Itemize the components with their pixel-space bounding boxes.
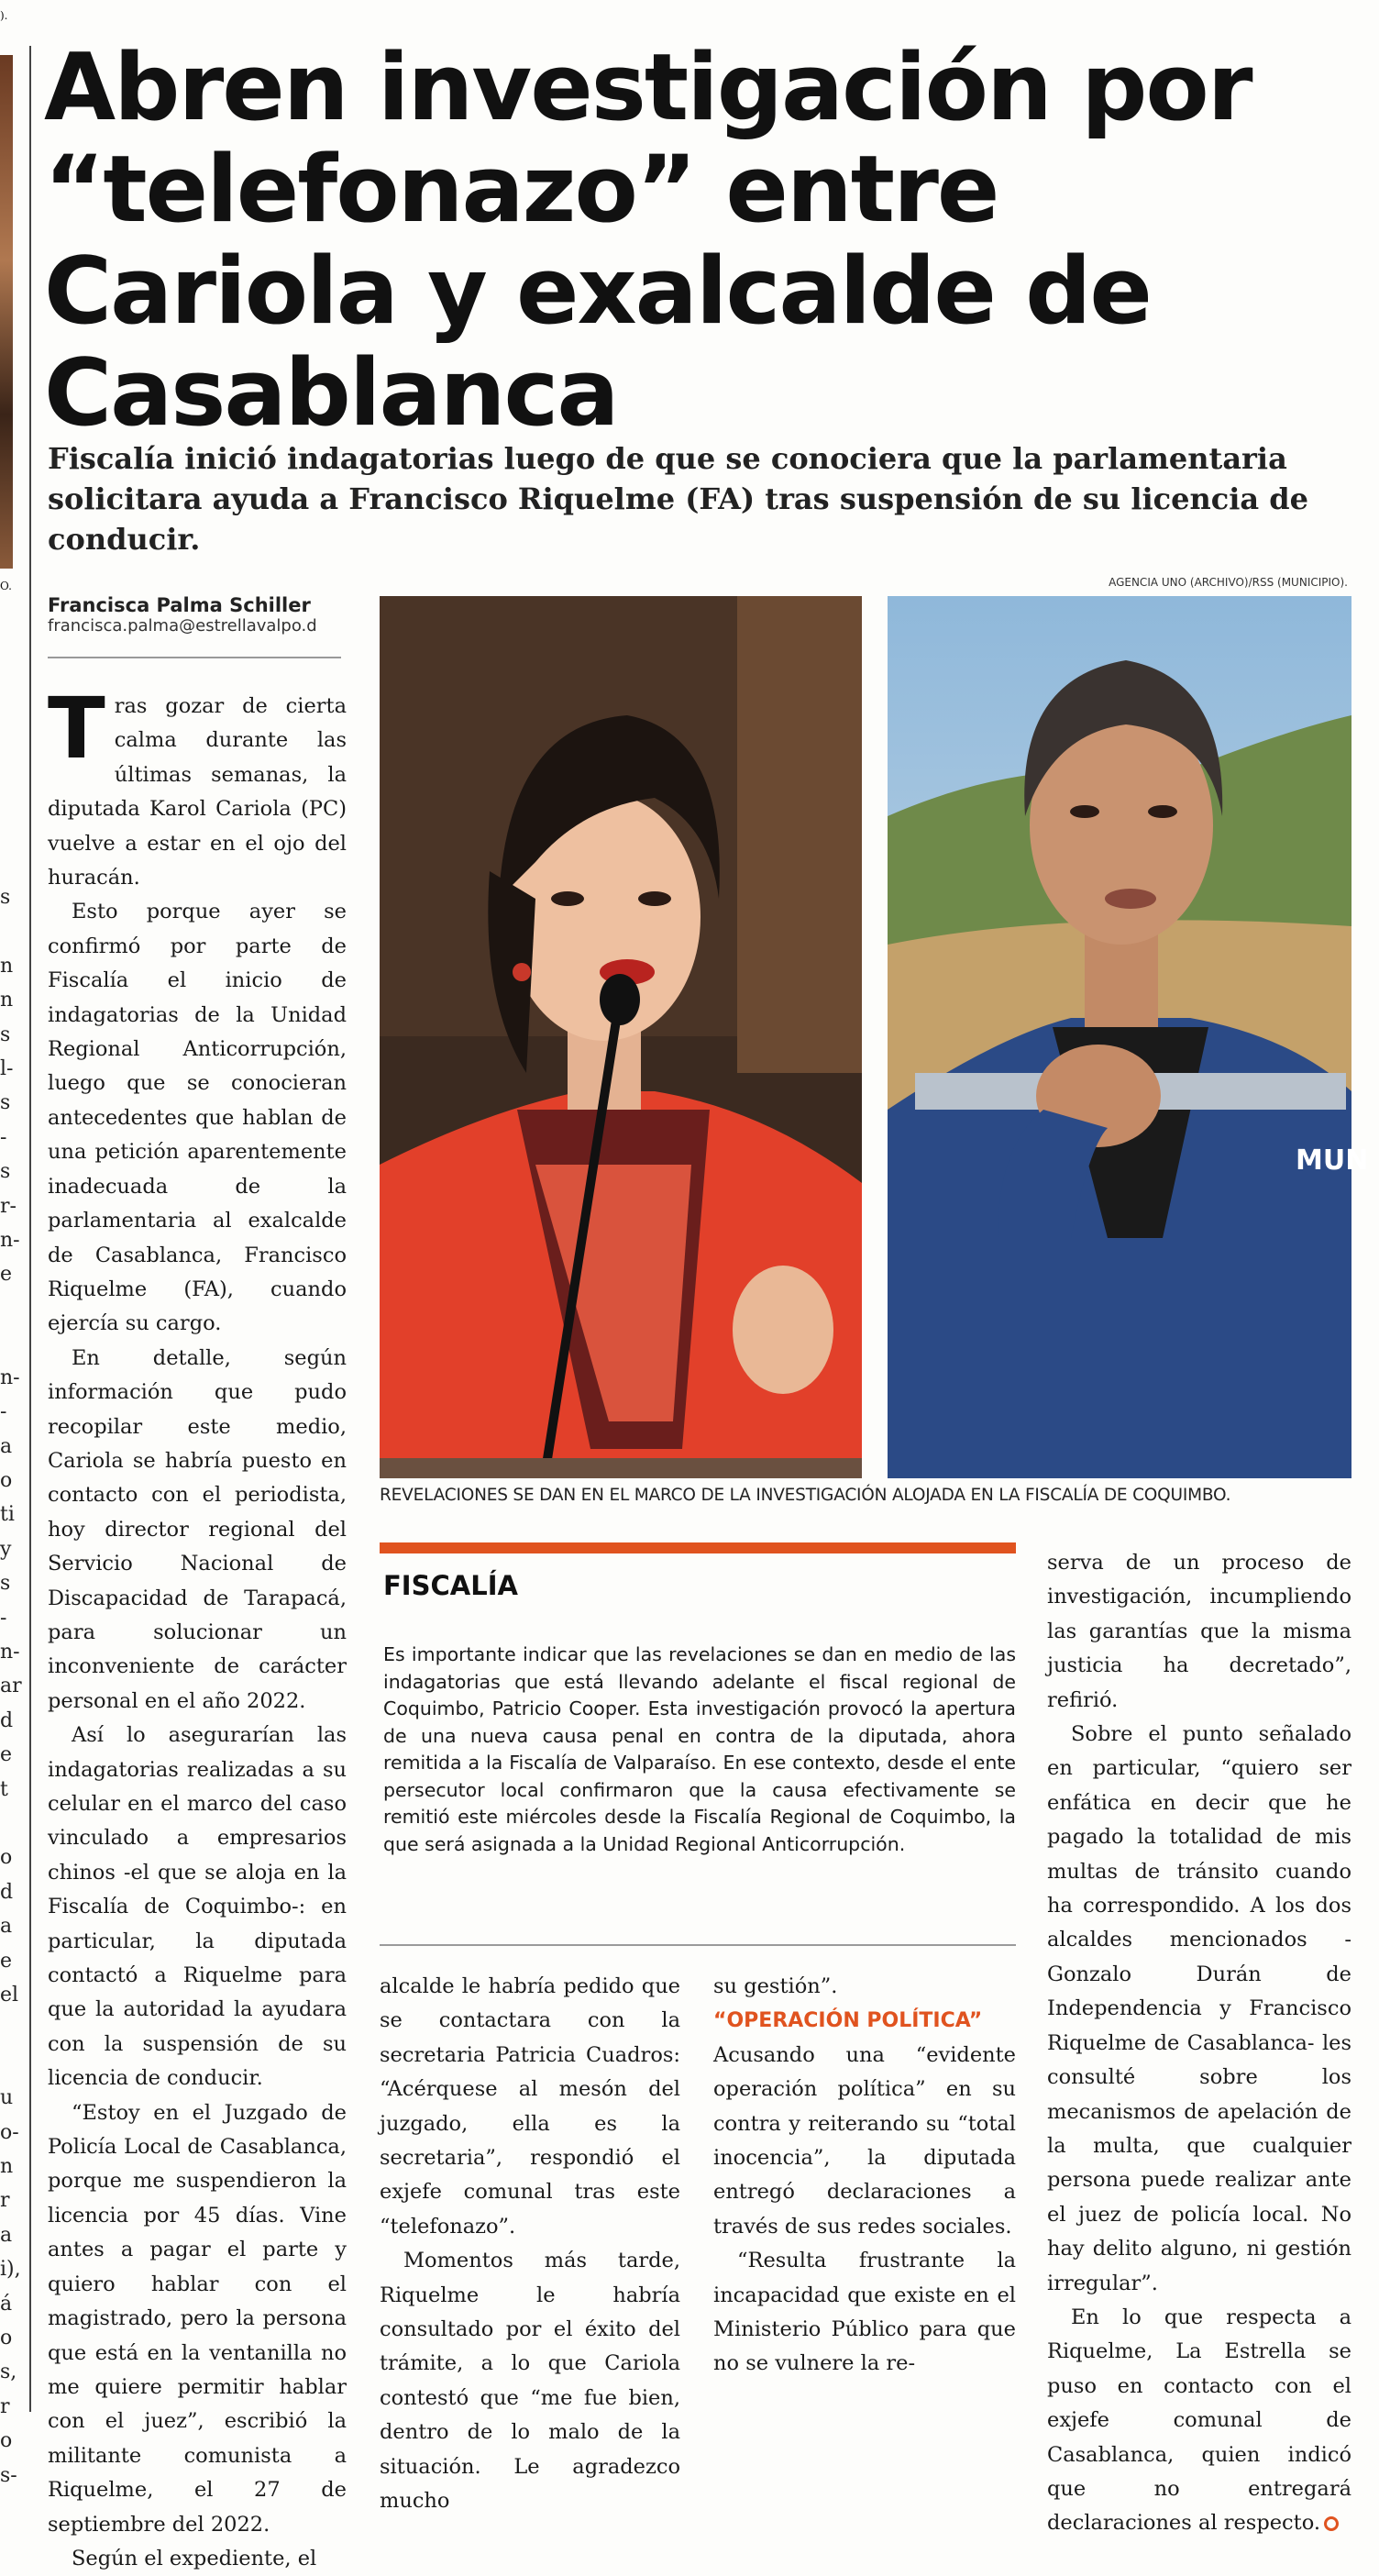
sliver-photo [0, 55, 13, 569]
box-accent-bar [380, 1542, 1016, 1553]
photo-credit: AGENCIA UNO (ARCHIVO)/RSS (MUNICIPIO). [1109, 576, 1348, 589]
paragraph: Así lo asegurarían las indagatorias realizadas a su celular en el marco del caso vinculado a empresarios chinos -el que se aloja en la Fiscalía de Coquimbo-: en particular, la diputada contactó a Riquelme para que la autoridad la ayudara con la suspensión de su licencia de conducir. [48, 1723, 347, 2091]
paragraph: En lo que respecta a Riquelme, La Estrella se puso en contacto con el exjefe comunal de Casablanca, quien indicó que no entregará declaraciones al respecto. [1047, 2305, 1351, 2536]
box-divider [380, 1944, 1016, 1946]
paragraph: “Estoy en el Juzgado de Policía Local de Casablanca, porque me suspendieron la licencia por 45 días. Vine antes a pagar el parte y quiero hablar con el magistrado, pero la persona que está en la ventanilla no me quiere permitir hablar con el juez”, escribió la militante comunista a Riquelme, el 27 de septiembre del 2022. [48, 2100, 347, 2537]
paragraph: En detalle, según información que pudo recopilar este medio, Cariola se habría puesto en contacto con el periodista, hoy director regional del Servicio Nacional de Discapacidad de Tarapacá, para solucionar un inconveniente de carácter personal en el año 2022. [48, 1345, 347, 1713]
paragraph: Esto porque ayer se confirmó por parte de Fiscalía el inicio de indagatorias de la Unidad Regional Anticorrupción, luego que se conocieran antecedentes que hablan de una petición aparentemente inadecuada de la parlamentaria al exalcalde de Casablanca, Francisco Riquelme (FA), cuando ejercía su cargo. [48, 900, 347, 1336]
previous-page-sliver [0, 0, 22, 2487]
paragraph: Tras gozar de cierta calma durante las últimas semanas, la diputada Karol Cariola (PC) vuelve a estar en el ojo del huracán. [48, 680, 347, 890]
sliver-caption-mark: ). [0, 9, 8, 22]
column-3 [713, 1970, 1016, 2382]
box-text: Es importante indicar que las revelaciones se dan en medio de las indagatorias que está llevando adelante el fiscal regional de Coquimbo, Patricio Cooper. Esta investigación provocó la apertura de una nueva causa penal en contra de la diputada, ahora remitida a la Fiscalía de Valparaíso. En ese contexto, desde el ente persecutor local confirmaron que la causa efectivamente se remitió este miércoles desde la Fiscalía Regional de Coquimbo, la que será asignada a la Unidad Regional Anticorrupción. [383, 1643, 1016, 1855]
paragraph: Momentos más tarde, Riquelme le habría consultado por el éxito del trámite, a lo que Cariola contestó que “me fue bien, dentro de lo malo de la situación. Le agradezco mucho [380, 2249, 680, 2514]
photo-caption: REVELACIONES SE DAN EN EL MARCO DE LA INVESTIGACIÓN ALOJADA EN LA FISCALÍA DE COQUIMBO. [380, 1486, 1231, 1505]
paragraph: serva de un proceso de investigación, incumpliendo las garantías que la misma justicia ha decretado”, refirió. [1047, 1551, 1351, 1712]
column-2 [380, 1970, 680, 2519]
box-title: FISCALÍA [383, 1570, 518, 1601]
paragraph: Sobre el punto señalado en particular, “quiero ser enfática en decir que he pagado la totalidad de mis multas de tránsito cuando ha correspondido. A los dos alcaldes mencionados -Gonzalo Durán de Independencia y Francisco Riquelme de Casablanca- les consulté sobre los mecanismos de apelación de la multa, que cualquier persona puede realizar ante el juez de policía local. No hay delito alguno, ni gestión irregular”. [1047, 1722, 1351, 2295]
subheadline: Fiscalía inició indagatorias luego de que se conociera que la parlamentaria solicitara ayuda a Francisco Riquelme (FA) tras suspensión de su licencia de conducir. [48, 441, 1308, 557]
byline-divider [48, 657, 341, 658]
end-mark-icon [1324, 2516, 1339, 2531]
column-4 [1047, 1546, 1351, 2541]
photo-francisco-riquelme [888, 596, 1369, 1478]
paragraph: Según el expediente, el [72, 2546, 317, 2570]
author-name: Francisca Palma Schiller [48, 594, 311, 616]
headline: Abren investigación por “telefonazo” entre Cariola y exalcalde de Casablanca [44, 33, 1252, 447]
photo-karol-cariola [380, 596, 862, 1478]
dropcap: T [48, 680, 105, 778]
column-1 [48, 680, 347, 2576]
svg-text:MUN: MUN [1296, 1144, 1369, 1177]
section-subtitle: “OPERACIÓN POLÍTICA” [713, 2009, 983, 2033]
paragraph: su gestión”. [713, 1974, 838, 1998]
byline [48, 594, 341, 636]
paragraph: alcalde le habría pedido que se contactara con la secretaria Patricia Cuadros: “Acérquese al mesón del juzgado, ella es la secretaria”, respondió el exjefe comunal tras este “telefonazo”. [380, 1974, 680, 2239]
paragraph: “Resulta frustrante la incapacidad que existe en el Ministerio Público para que no se vulnere la re- [713, 2249, 1016, 2376]
column-rule [29, 46, 31, 2412]
sliver-caption-mark-2: O. [0, 580, 12, 592]
paragraph: Acusando una “evidente operación política” en su contra y reiterando su “total inocencia”, la diputada entregó declaraciones a través de sus redes sociales. [713, 2042, 1016, 2239]
sliver-text-column: s n n s l- s - s r- n- e n- - a o ti y s - n- ar d e t o d a e el u o- n r a i), á o s, r o s- [0, 886, 22, 2487]
author-email[interactable]: francisca.palma@estrellavalpo.d [48, 616, 317, 636]
